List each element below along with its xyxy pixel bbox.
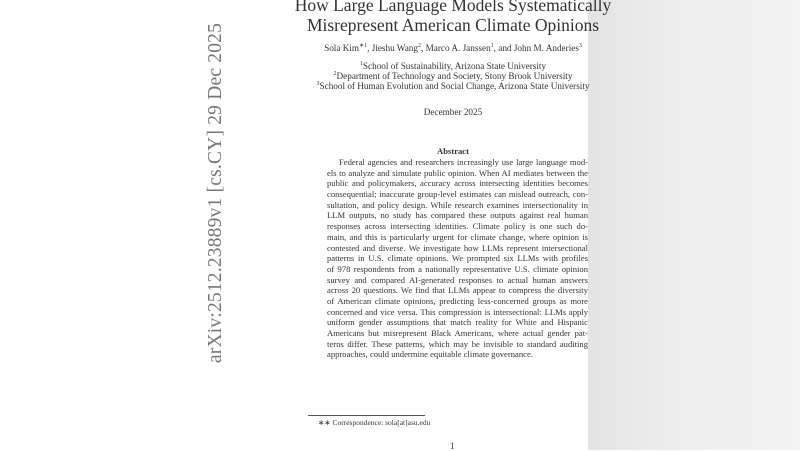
affiliation <box>200 61 706 71</box>
abstract-line: terns differ. These patterns, which may be invisible to standard auditing <box>327 338 588 349</box>
footnote-rule <box>308 415 425 416</box>
abstract-line: main, and this is particularly urgent for climate change, where opinion is <box>327 231 588 242</box>
footnote: ∗∗ Correspondence: sola[at]asu.edu <box>318 418 431 427</box>
abstract-line: Americans but misrepresent Black Americans, where actual gender pat- <box>327 328 588 338</box>
affiliation <box>200 71 706 81</box>
abstract-line: public and policymakers, accuracy across intersecting identities becomes <box>327 178 588 189</box>
author: , Jieshu Wang <box>367 43 418 54</box>
abstract-line: across 20 questions. We find that LLMs appear to compress the diversity <box>327 285 588 296</box>
author-sup: 1 <box>490 43 494 49</box>
author-list <box>200 42 706 53</box>
affiliation-text: School of Sustainability, Arizona State University <box>362 61 547 72</box>
abstract-line: LLM outputs, no study has compared these outputs against real human <box>327 210 588 221</box>
paper-title-line-2: Misrepresent American Climate Opinions <box>306 15 600 35</box>
author: , and John M. Anderies <box>493 43 579 54</box>
paper-date: December 2025 <box>423 107 483 117</box>
affiliation-sup: 1 <box>359 61 363 67</box>
abstract-body <box>327 157 588 360</box>
abstract-line: approaches, could undermine equitable climate governance. <box>327 349 533 360</box>
abstract-line: patterns in U.S. climate opinions. We prompted six LLMs with profiles <box>327 253 588 264</box>
author-sup: 2 <box>418 43 421 49</box>
abstract-heading: Abstract <box>437 146 469 156</box>
abstract-line: of 978 respondents from a nationally representative U.S. climate opinion <box>327 263 588 274</box>
abstract-line: of American climate opinions, predicting less-concerned groups as more <box>327 295 588 306</box>
abstract-line: concerned and vice versa. This compression is intersectional: LLMs apply <box>327 306 588 317</box>
abstract-line: survey and compared AI-generated responses to actual human answers <box>327 274 588 285</box>
abstract-line: consequential; inaccurate group-level estimates can mislead outreach, con- <box>327 189 588 200</box>
abstract-line: sultation, and policy design. While research examines intersectionality in <box>327 199 588 210</box>
affiliation-text: Department of Technology and Society, Stony Brook University <box>336 71 573 82</box>
author-sup: ∗1 <box>359 43 368 49</box>
author: , Marco A. Janssen <box>421 43 491 54</box>
abstract-line: contested and diverse. We investigate how LLMs represent intersectional <box>327 242 588 253</box>
abstract-line: uniform gender assumptions that match reality for White and Hispanic <box>327 317 588 328</box>
paper-title-line-1: How Large Language Models Systematically <box>294 0 612 15</box>
affiliation <box>200 81 706 91</box>
author: Sola Kim <box>324 43 360 54</box>
abstract-line: els to analyze and simulate public opinion. When AI mediates between the <box>327 167 588 178</box>
author-sup: 3 <box>578 43 582 49</box>
affiliation-text: School of Human Evolution and Social Change, Arizona State University <box>319 81 590 92</box>
affiliation-sup: 2 <box>333 71 337 77</box>
arxiv-stamp: arXiv:2512.23889v1 [cs.CY] 29 Dec 2025 <box>205 22 226 364</box>
affiliation-sup: 3 <box>316 81 320 87</box>
abstract-line: responses across intersecting identities. Climate policy is one such do- <box>327 221 588 232</box>
page-number: 1 <box>450 441 455 451</box>
abstract-line: Federal agencies and researchers increasingly use large language mod- <box>339 157 588 167</box>
